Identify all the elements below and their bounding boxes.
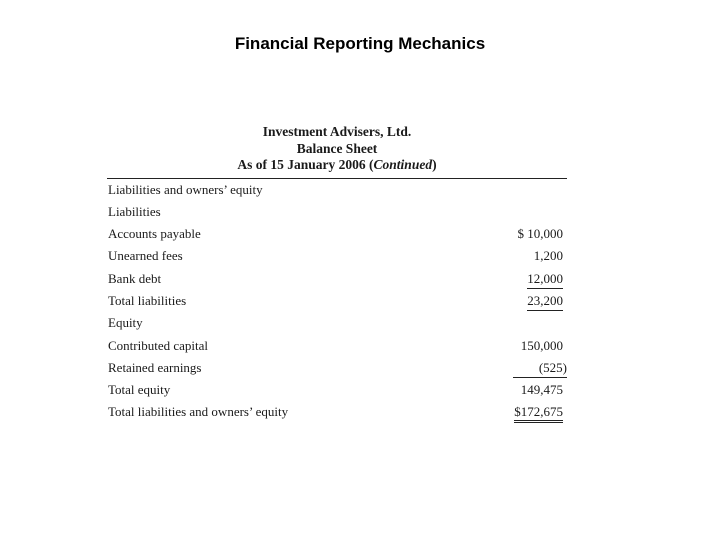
row-total-liabilities-equity [107, 401, 567, 423]
row-value-cell [527, 290, 563, 312]
row-value: 12,000 [527, 270, 563, 289]
row-label: Contributed capital [108, 337, 209, 353]
row-value-cell [527, 268, 563, 290]
date-line: As of 15 January 2006 ( [237, 157, 374, 172]
row-label: Total liabilities and owners’ equity [108, 404, 289, 420]
statement-date [107, 157, 567, 174]
row-label: Bank debt [108, 270, 162, 286]
row-value: 1,200 [533, 248, 563, 264]
section-heading-liabilities [107, 201, 567, 223]
row-value: 23,200 [527, 292, 563, 311]
row-value: $172,675 [514, 403, 563, 423]
row-value-cell [513, 357, 567, 379]
row-bank-debt [107, 268, 567, 290]
section-heading-equity [107, 312, 567, 334]
row-value: 150,000 [520, 337, 563, 353]
row-value: (525) [513, 359, 567, 378]
row-label: Liabilities and owners’ equity [108, 181, 263, 197]
row-label: Total liabilities [108, 292, 187, 308]
date-close: ) [432, 157, 437, 172]
row-contributed-capital [107, 335, 567, 357]
row-total-equity [107, 379, 567, 401]
row-retained-earnings [107, 357, 567, 379]
row-value-cell [514, 401, 563, 423]
row-total-liabilities [107, 290, 567, 312]
row-unearned-fees [107, 245, 567, 267]
row-label: Retained earnings [108, 359, 202, 375]
balance-sheet [107, 124, 567, 424]
continued-label: Continued [373, 157, 433, 172]
sheet-header [107, 124, 567, 174]
row-label: Unearned fees [108, 248, 183, 264]
row-value: $ 10,000 [517, 226, 563, 242]
slide-title: Financial Reporting Mechanics [234, 34, 486, 53]
row-value: 149,475 [520, 382, 563, 398]
row-accounts-payable [107, 223, 567, 245]
row-label: Equity [108, 315, 143, 331]
row-label: Total equity [108, 382, 171, 398]
section-heading-liabilities-equity [107, 179, 567, 201]
company-name: Investment Advisers, Ltd. [262, 124, 412, 139]
row-label: Accounts payable [108, 226, 201, 242]
statement-title: Balance Sheet [296, 140, 378, 156]
row-label: Liabilities [108, 203, 161, 219]
